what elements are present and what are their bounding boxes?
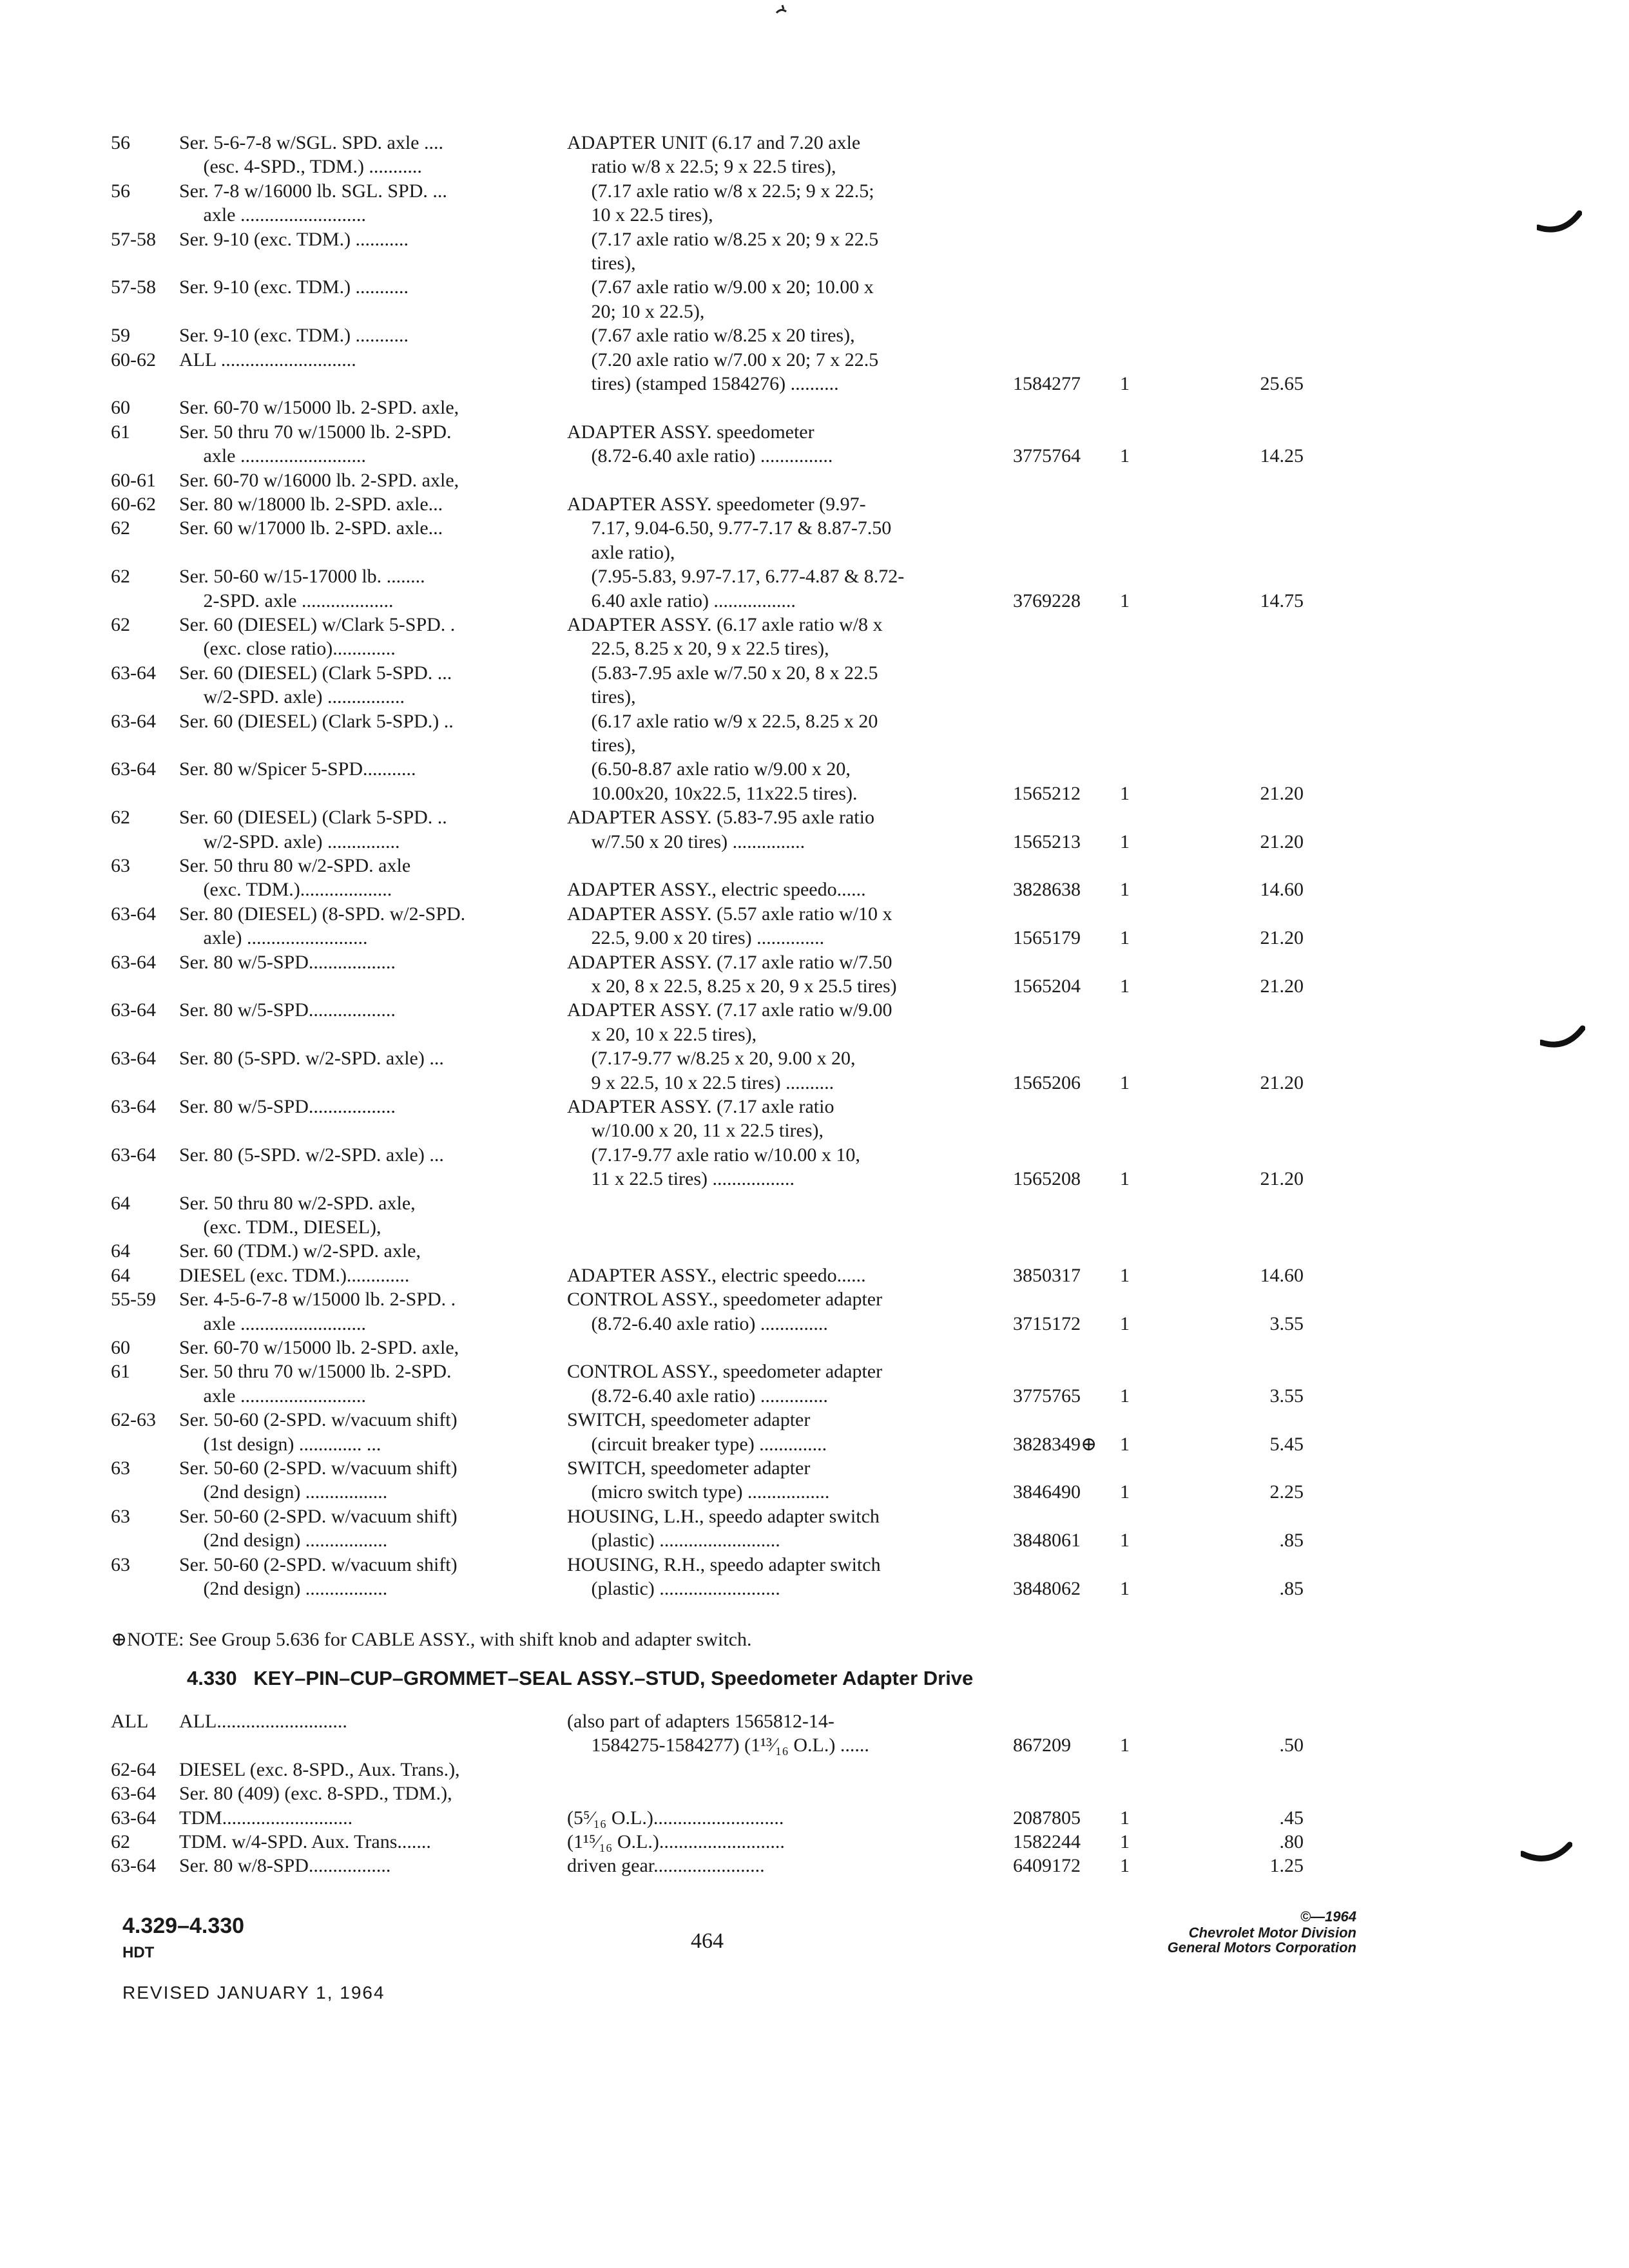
kit-row-part-number: 1582244 bbox=[1013, 1831, 1081, 1852]
row-model: (2nd design) ................. bbox=[179, 1530, 388, 1551]
row-model: Ser. 80 (DIESEL) (8-SPD. w/2-SPD. bbox=[179, 903, 466, 925]
binder-hole-bottom bbox=[1521, 1840, 1572, 1869]
row-description: 10 x 22.5 tires), bbox=[567, 204, 713, 226]
row-model: Ser. 9-10 (exc. TDM.) ........... bbox=[179, 229, 409, 250]
row-description: ADAPTER ASSY. (7.17 axle ratio w/9.00 bbox=[567, 999, 892, 1021]
row-quantity: 1 bbox=[1120, 783, 1130, 804]
row-model: Ser. 80 (5-SPD. w/2-SPD. axle) ... bbox=[179, 1048, 444, 1069]
row-part-number: 3828638 bbox=[1013, 879, 1081, 900]
row-quantity: 1 bbox=[1120, 831, 1130, 852]
row-description: x 20, 10 x 22.5 tires), bbox=[567, 1024, 757, 1045]
row-part-number: 3828349⊕ bbox=[1013, 1434, 1097, 1455]
row-description: ADAPTER ASSY., electric speedo...... bbox=[567, 1265, 866, 1286]
row-description: (plastic) ......................... bbox=[567, 1530, 780, 1551]
row-price: 3.55 bbox=[1269, 1313, 1304, 1334]
row-year: 63-64 bbox=[111, 1096, 156, 1117]
row-model: Ser. 4-5-6-7-8 w/15000 lb. 2-SPD. . bbox=[179, 1289, 456, 1310]
section-number: 4.329–4.330 bbox=[122, 1914, 245, 1938]
row-part-number: 1584277 bbox=[1013, 373, 1081, 394]
row-model: Ser. 50-60 (2-SPD. w/vacuum shift) bbox=[179, 1409, 458, 1430]
row-part-number: 3775765 bbox=[1013, 1385, 1081, 1407]
division: Chevrolet Motor Division bbox=[1188, 1925, 1356, 1941]
row-description: HOUSING, R.H., speedo adapter switch bbox=[567, 1554, 881, 1575]
row-description: (8.72-6.40 axle ratio) ............... bbox=[567, 445, 833, 466]
row-quantity: 1 bbox=[1120, 1434, 1130, 1455]
scan-mark bbox=[773, 0, 793, 19]
row-year: 64 bbox=[111, 1240, 130, 1262]
row-description: ADAPTER ASSY. (5.83-7.95 axle ratio bbox=[567, 807, 874, 828]
row-description: (7.95-5.83, 9.97-7.17, 6.77-4.87 & 8.72- bbox=[567, 566, 905, 587]
row-year: 64 bbox=[111, 1265, 130, 1286]
row-year: 56 bbox=[111, 132, 130, 153]
row-model: (1st design) ............. ... bbox=[179, 1434, 381, 1455]
row-quantity: 1 bbox=[1120, 927, 1130, 948]
row-quantity: 1 bbox=[1120, 1072, 1130, 1093]
row-model: Ser. 60 w/17000 lb. 2-SPD. axle... bbox=[179, 517, 443, 539]
row-year: 63-64 bbox=[111, 711, 156, 732]
row-year: 63-64 bbox=[111, 758, 156, 780]
row-model: (2nd design) ................. bbox=[179, 1481, 388, 1503]
row-model: Ser. 50-60 (2-SPD. w/vacuum shift) bbox=[179, 1554, 458, 1575]
kit-row-model: TDM. w/4-SPD. Aux. Trans....... bbox=[179, 1831, 431, 1852]
row-model: DIESEL (exc. TDM.)............. bbox=[179, 1265, 410, 1286]
row-price: 21.20 bbox=[1260, 975, 1304, 997]
kit-row-part-number: 867209 bbox=[1013, 1735, 1071, 1756]
row-price: 14.75 bbox=[1260, 590, 1304, 611]
row-description: CONTROL ASSY., speedometer adapter bbox=[567, 1289, 883, 1310]
row-model: w/2-SPD. axle) ................ bbox=[179, 686, 405, 707]
row-year: 56 bbox=[111, 180, 130, 202]
row-model: Ser. 60 (DIESEL) (Clark 5-SPD. .. bbox=[179, 807, 447, 828]
row-description: tires), bbox=[567, 253, 636, 274]
revised-date: REVISED JANUARY 1, 1964 bbox=[122, 1983, 385, 2003]
kit-row-year: ALL bbox=[111, 1711, 149, 1732]
row-description: SWITCH, speedometer adapter bbox=[567, 1457, 811, 1479]
row-price: 14.60 bbox=[1260, 879, 1304, 900]
row-year: 63-64 bbox=[111, 903, 156, 925]
kit-row-year: 63-64 bbox=[111, 1807, 156, 1829]
row-model: (exc. TDM., DIESEL), bbox=[179, 1216, 381, 1238]
row-description: (6.17 axle ratio w/9 x 22.5, 8.25 x 20 bbox=[567, 711, 878, 732]
row-year: 63-64 bbox=[111, 952, 156, 973]
row-description: w/10.00 x 20, 11 x 22.5 tires), bbox=[567, 1120, 824, 1141]
row-description: ADAPTER ASSY. (7.17 axle ratio w/7.50 bbox=[567, 952, 892, 973]
kit-row-price: .80 bbox=[1279, 1831, 1304, 1852]
row-description: 20; 10 x 22.5), bbox=[567, 301, 705, 322]
row-model: Ser. 80 w/5-SPD.................. bbox=[179, 1096, 396, 1117]
row-description: ADAPTER ASSY. (7.17 axle ratio bbox=[567, 1096, 834, 1117]
row-quantity: 1 bbox=[1120, 1481, 1130, 1503]
row-quantity: 1 bbox=[1120, 373, 1130, 394]
row-model: ALL ............................ bbox=[179, 349, 356, 370]
row-part-number: 1565206 bbox=[1013, 1072, 1081, 1093]
row-model: Ser. 50 thru 80 w/2-SPD. axle bbox=[179, 855, 411, 876]
row-model: Ser. 50-60 (2-SPD. w/vacuum shift) bbox=[179, 1457, 458, 1479]
section-code: HDT bbox=[122, 1944, 155, 1961]
row-quantity: 1 bbox=[1120, 590, 1130, 611]
row-part-number: 1565179 bbox=[1013, 927, 1081, 948]
kit-row-description: (1¹⁵⁄₁₆ O.L.).......................... bbox=[567, 1831, 785, 1852]
row-description: tires), bbox=[567, 735, 636, 756]
row-model: (exc. close ratio)............. bbox=[179, 638, 396, 659]
row-description: tires) (stamped 1584276) .......... bbox=[567, 373, 839, 394]
kit-row-part-number: 2087805 bbox=[1013, 1807, 1081, 1829]
row-model: Ser. 60-70 w/15000 lb. 2-SPD. axle, bbox=[179, 397, 459, 418]
row-description: (7.17-9.77 axle ratio w/10.00 x 10, bbox=[567, 1144, 860, 1166]
row-year: 63-64 bbox=[111, 662, 156, 684]
row-year: 57-58 bbox=[111, 229, 156, 250]
row-model: Ser. 80 w/5-SPD.................. bbox=[179, 999, 396, 1021]
binder-hole-middle bbox=[1540, 1024, 1585, 1053]
row-model: Ser. 60-70 w/16000 lb. 2-SPD. axle, bbox=[179, 470, 459, 491]
row-year: 59 bbox=[111, 325, 130, 346]
kit-row-year: 62-64 bbox=[111, 1759, 156, 1780]
row-model: Ser. 9-10 (exc. TDM.) ........... bbox=[179, 276, 409, 298]
row-description: 22.5, 9.00 x 20 tires) .............. bbox=[567, 927, 825, 948]
row-description: ADAPTER UNIT (6.17 and 7.20 axle bbox=[567, 132, 861, 153]
row-year: 60-61 bbox=[111, 470, 156, 491]
row-price: .85 bbox=[1279, 1530, 1304, 1551]
row-description: ADAPTER ASSY., electric speedo...... bbox=[567, 879, 866, 900]
row-description: ADAPTER ASSY. (5.57 axle ratio w/10 x bbox=[567, 903, 892, 925]
row-model: Ser. 80 (5-SPD. w/2-SPD. axle) ... bbox=[179, 1144, 444, 1166]
row-quantity: 1 bbox=[1120, 1530, 1130, 1551]
row-year: 63 bbox=[111, 1506, 130, 1527]
kit-row-quantity: 1 bbox=[1120, 1831, 1130, 1852]
kit-row-price: .50 bbox=[1279, 1735, 1304, 1756]
row-year: 61 bbox=[111, 421, 130, 443]
row-description: x 20, 8 x 22.5, 8.25 x 20, 9 x 25.5 tires) bbox=[567, 975, 897, 997]
row-year: 60-62 bbox=[111, 349, 156, 370]
row-model: (2nd design) ................. bbox=[179, 1578, 388, 1599]
binder-hole-top bbox=[1537, 209, 1582, 238]
row-description: (8.72-6.40 axle ratio) .............. bbox=[567, 1313, 828, 1334]
row-part-number: 3715172 bbox=[1013, 1313, 1081, 1334]
row-description: 6.40 axle ratio) ................. bbox=[567, 590, 796, 611]
row-quantity: 1 bbox=[1120, 1385, 1130, 1407]
row-description: 11 x 22.5 tires) ................. bbox=[567, 1168, 795, 1189]
row-year: 62 bbox=[111, 614, 130, 635]
row-part-number: 3775764 bbox=[1013, 445, 1081, 466]
row-model: Ser. 50 thru 70 w/15000 lb. 2-SPD. bbox=[179, 421, 452, 443]
row-model: axle .......................... bbox=[179, 1385, 366, 1407]
row-year: 62 bbox=[111, 807, 130, 828]
row-model: Ser. 5-6-7-8 w/SGL. SPD. axle .... bbox=[179, 132, 443, 153]
row-model: w/2-SPD. axle) ............... bbox=[179, 831, 400, 852]
row-part-number: 3848061 bbox=[1013, 1530, 1081, 1551]
row-description: (7.20 axle ratio w/7.00 x 20; 7 x 22.5 bbox=[567, 349, 879, 370]
row-description: (8.72-6.40 axle ratio) .............. bbox=[567, 1385, 828, 1407]
row-year: 62 bbox=[111, 517, 130, 539]
row-quantity: 1 bbox=[1120, 879, 1130, 900]
row-description: (circuit breaker type) .............. bbox=[567, 1434, 827, 1455]
row-description: HOUSING, L.H., speedo adapter switch bbox=[567, 1506, 880, 1527]
kit-row-quantity: 1 bbox=[1120, 1855, 1130, 1876]
row-description: (7.17 axle ratio w/8 x 22.5; 9 x 22.5; bbox=[567, 180, 874, 202]
row-price: 21.20 bbox=[1260, 1072, 1304, 1093]
row-model: Ser. 9-10 (exc. TDM.) ........... bbox=[179, 325, 409, 346]
row-price: 21.20 bbox=[1260, 927, 1304, 948]
row-year: 61 bbox=[111, 1361, 130, 1382]
kit-row-price: 1.25 bbox=[1269, 1855, 1304, 1876]
row-description: SWITCH, speedometer adapter bbox=[567, 1409, 811, 1430]
copyright: ©—1964 bbox=[1300, 1908, 1356, 1925]
row-price: 21.20 bbox=[1260, 831, 1304, 852]
row-description: ADAPTER ASSY. speedometer bbox=[567, 421, 815, 443]
kit-row-price: .45 bbox=[1279, 1807, 1304, 1829]
row-price: 14.60 bbox=[1260, 1265, 1304, 1286]
row-price: 2.25 bbox=[1269, 1481, 1304, 1503]
row-part-number: 3769228 bbox=[1013, 590, 1081, 611]
row-description: ADAPTER ASSY. (6.17 axle ratio w/8 x bbox=[567, 614, 883, 635]
row-price: 21.20 bbox=[1260, 1168, 1304, 1189]
row-model: Ser. 7-8 w/16000 lb. SGL. SPD. ... bbox=[179, 180, 447, 202]
row-description: 10.00x20, 10x22.5, 11x22.5 tires). bbox=[567, 783, 858, 804]
row-model: axle .......................... bbox=[179, 204, 366, 226]
row-quantity: 1 bbox=[1120, 445, 1130, 466]
row-price: 14.25 bbox=[1260, 445, 1304, 466]
kit-row-part-number: 6409172 bbox=[1013, 1855, 1081, 1876]
row-price: 5.45 bbox=[1269, 1434, 1304, 1455]
kit-row-description: (5⁵⁄₁₆ O.L.)........................... bbox=[567, 1807, 784, 1829]
row-price: .85 bbox=[1279, 1578, 1304, 1599]
row-part-number: 1565208 bbox=[1013, 1168, 1081, 1189]
row-model: 2-SPD. axle ................... bbox=[179, 590, 394, 611]
row-description: 7.17, 9.04-6.50, 9.77-7.17 & 8.87-7.50 bbox=[567, 517, 892, 539]
kit-row-description: (also part of adapters 1565812-14- bbox=[567, 1711, 834, 1732]
row-part-number: 1565212 bbox=[1013, 783, 1081, 804]
kit-row-model: ALL........................... bbox=[179, 1711, 347, 1732]
row-description: (7.67 axle ratio w/8.25 x 20 tires), bbox=[567, 325, 855, 346]
row-quantity: 1 bbox=[1120, 1168, 1130, 1189]
row-description: (7.17 axle ratio w/8.25 x 20; 9 x 22.5 bbox=[567, 229, 879, 250]
row-model: Ser. 60-70 w/15000 lb. 2-SPD. axle, bbox=[179, 1337, 459, 1358]
row-model: (esc. 4-SPD., TDM.) ........... bbox=[179, 156, 422, 177]
row-part-number: 1565204 bbox=[1013, 975, 1081, 997]
row-year: 64 bbox=[111, 1193, 130, 1214]
row-part-number: 3850317 bbox=[1013, 1265, 1081, 1286]
row-year: 63-64 bbox=[111, 1048, 156, 1069]
kit-row-year: 62 bbox=[111, 1831, 130, 1852]
row-model: axle .......................... bbox=[179, 445, 366, 466]
kit-row-description: driven gear....................... bbox=[567, 1855, 765, 1876]
row-model: axle .......................... bbox=[179, 1313, 366, 1334]
row-year: 63-64 bbox=[111, 1144, 156, 1166]
row-description: ratio w/8 x 22.5; 9 x 22.5 tires), bbox=[567, 156, 836, 177]
row-model: Ser. 60 (DIESEL) w/Clark 5-SPD. . bbox=[179, 614, 456, 635]
row-model: axle) ......................... bbox=[179, 927, 368, 948]
footnote: ⊕NOTE: See Group 5.636 for CABLE ASSY., with shift knob and adapter switch. bbox=[111, 1629, 752, 1650]
row-price: 3.55 bbox=[1269, 1385, 1304, 1407]
row-year: 60-62 bbox=[111, 494, 156, 515]
row-description: axle ratio), bbox=[567, 542, 675, 563]
row-model: Ser. 50-60 (2-SPD. w/vacuum shift) bbox=[179, 1506, 458, 1527]
row-year: 60 bbox=[111, 397, 130, 418]
row-part-number: 3846490 bbox=[1013, 1481, 1081, 1503]
row-model: Ser. 50 thru 80 w/2-SPD. axle, bbox=[179, 1193, 416, 1214]
kit-row-quantity: 1 bbox=[1120, 1735, 1130, 1756]
row-year: 62 bbox=[111, 566, 130, 587]
kit-row-model: DIESEL (exc. 8-SPD., Aux. Trans.), bbox=[179, 1759, 460, 1780]
kit-row-model: Ser. 80 (409) (exc. 8-SPD., TDM.), bbox=[179, 1783, 452, 1804]
row-model: Ser. 60 (TDM.) w/2-SPD. axle, bbox=[179, 1240, 421, 1262]
kit-row-quantity: 1 bbox=[1120, 1807, 1130, 1829]
row-quantity: 1 bbox=[1120, 975, 1130, 997]
kit-row-description: 1584275-1584277) (1¹³⁄₁₆ O.L.) ...... bbox=[567, 1735, 869, 1756]
row-model: Ser. 60 (DIESEL) (Clark 5-SPD.) .. bbox=[179, 711, 454, 732]
row-quantity: 1 bbox=[1120, 1313, 1130, 1334]
row-description: 9 x 22.5, 10 x 22.5 tires) .......... bbox=[567, 1072, 834, 1093]
row-model: Ser. 50 thru 70 w/15000 lb. 2-SPD. bbox=[179, 1361, 452, 1382]
row-description: (plastic) ......................... bbox=[567, 1578, 780, 1599]
corporation: General Motors Corporation bbox=[1167, 1939, 1356, 1956]
page-number: 464 bbox=[691, 1929, 724, 1953]
row-model: Ser. 60 (DIESEL) (Clark 5-SPD. ... bbox=[179, 662, 452, 684]
row-description: tires), bbox=[567, 686, 636, 707]
kit-row-year: 63-64 bbox=[111, 1783, 156, 1804]
kit-row-model: TDM........................... bbox=[179, 1807, 353, 1829]
row-model: (exc. TDM.)................... bbox=[179, 879, 392, 900]
row-description: CONTROL ASSY., speedometer adapter bbox=[567, 1361, 883, 1382]
row-model: Ser. 80 w/Spicer 5-SPD........... bbox=[179, 758, 416, 780]
row-quantity: 1 bbox=[1120, 1578, 1130, 1599]
row-part-number: 1565213 bbox=[1013, 831, 1081, 852]
row-part-number: 3848062 bbox=[1013, 1578, 1081, 1599]
row-model: Ser. 50-60 w/15-17000 lb. ........ bbox=[179, 566, 425, 587]
kit-row-year: 63-64 bbox=[111, 1855, 156, 1876]
row-year: 63 bbox=[111, 1457, 130, 1479]
row-year: 62-63 bbox=[111, 1409, 156, 1430]
row-year: 63-64 bbox=[111, 999, 156, 1021]
kit-row-model: Ser. 80 w/8-SPD................. bbox=[179, 1855, 391, 1876]
row-price: 25.65 bbox=[1260, 373, 1304, 394]
row-model: Ser. 80 w/18000 lb. 2-SPD. axle... bbox=[179, 494, 443, 515]
row-model: Ser. 80 w/5-SPD.................. bbox=[179, 952, 396, 973]
row-description: ADAPTER ASSY. speedometer (9.97- bbox=[567, 494, 866, 515]
row-description: w/7.50 x 20 tires) ............... bbox=[567, 831, 805, 852]
row-description: (micro switch type) ................. bbox=[567, 1481, 830, 1503]
row-year: 57-58 bbox=[111, 276, 156, 298]
row-quantity: 1 bbox=[1120, 1265, 1130, 1286]
row-description: (7.17-9.77 w/8.25 x 20, 9.00 x 20, bbox=[567, 1048, 856, 1069]
row-description: (7.67 axle ratio w/9.00 x 20; 10.00 x bbox=[567, 276, 874, 298]
row-description: (5.83-7.95 axle w/7.50 x 20, 8 x 22.5 bbox=[567, 662, 878, 684]
row-year: 63 bbox=[111, 1554, 130, 1575]
row-price: 21.20 bbox=[1260, 783, 1304, 804]
row-year: 55-59 bbox=[111, 1289, 156, 1310]
row-description: (6.50-8.87 axle ratio w/9.00 x 20, bbox=[567, 758, 851, 780]
row-year: 63 bbox=[111, 855, 130, 876]
section-heading: 4.330 KEY–PIN–CUP–GROMMET–SEAL ASSY.–STUD, Speedometer Adapter Drive bbox=[187, 1667, 974, 1689]
row-description: 22.5, 8.25 x 20, 9 x 22.5 tires), bbox=[567, 638, 829, 659]
row-year: 60 bbox=[111, 1337, 130, 1358]
